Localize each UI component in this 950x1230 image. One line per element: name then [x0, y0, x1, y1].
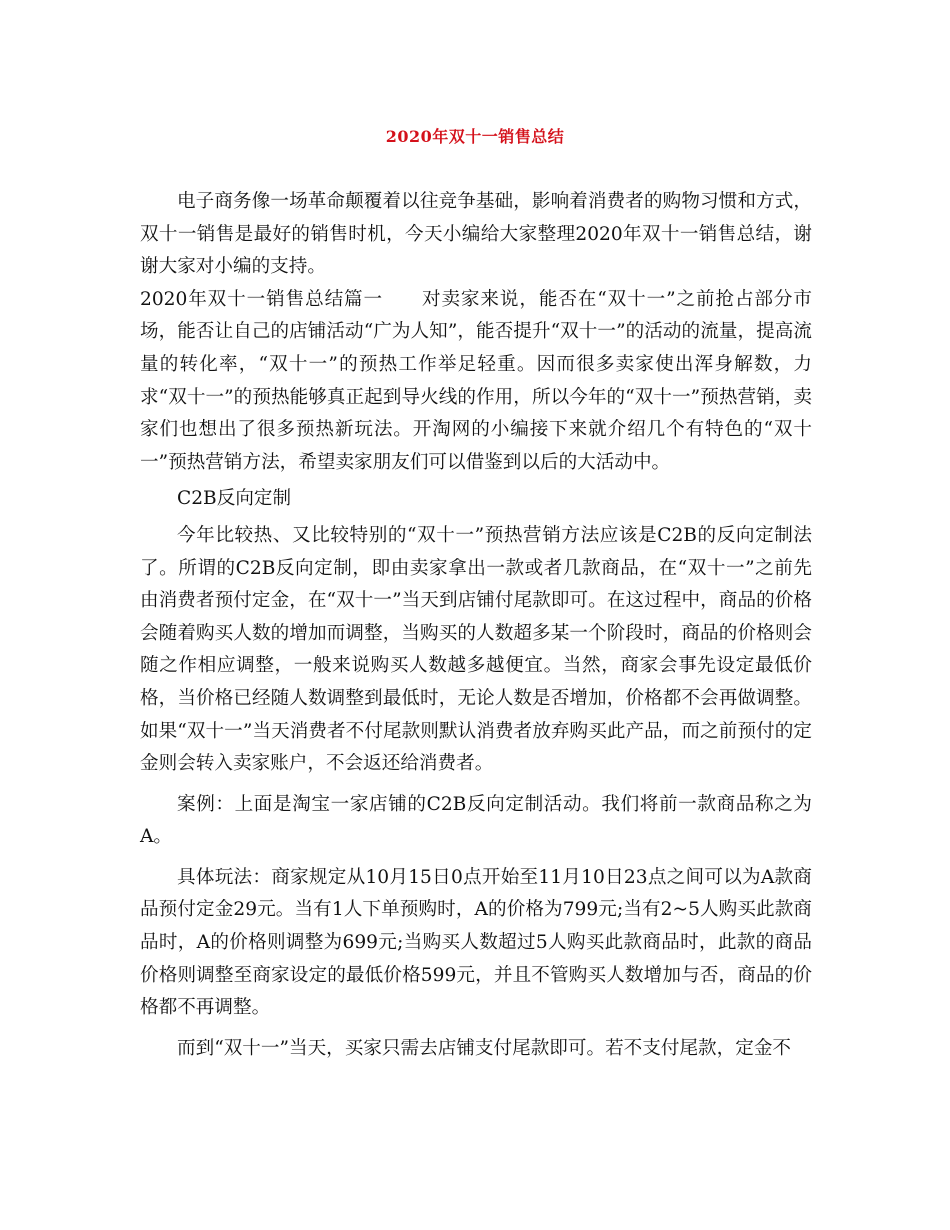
final-paragraph: 而到“双十一”当天，买家只需去店铺支付尾款即可。若不支付尾款，定金不: [177, 1037, 792, 1059]
document-body: [140, 186, 812, 1065]
c2b-description-paragraph: 今年比较热、又比较特别的“双十一”预热营销方法应该是C2B的反向定制法了。所谓的C2B反向定制，即由卖家拿出一款或者几款商品，在“双十一”之前先由消费者预付定金，在“双十一”当天到店铺付尾款即可。在这过程中，商品的价格会随着购买人数的增加而调整，当购买的人数超多某一个阶段时，商品的价格则会随之作相应调整，一般来说购买人数越多越便宜。当然，商家会事先设定最低价格，当价格已经随人数调整到最低时，无论人数是否增加，价格都不会再做调整。如果“双十一”当天消费者不付尾款则默认消费者放弃购买此产品，而之前预付的定金则会转入卖家账户，不会返还给消费者。: [140, 524, 812, 775]
case-paragraph: 案例：上面是淘宝一家店铺的C2B反向定制活动。我们将前一款商品称之为A。: [140, 793, 812, 848]
subheading-c2b: C2B反向定制: [177, 488, 292, 510]
section-one-paragraph: 2020年双十一销售总结篇一 对卖家来说，能否在“双十一”之前抢占部分市场，能否让自己的店铺活动“广为人知”，能否提升“双十一”的活动的流量，提高流量的转化率，“双十一”的预热工作举足轻重。因而很多卖家使出浑身解数，力求“双十一”的预热能够真正起到导火线的作用，所以今年的“双十一”预热营销，卖家们也想出了很多预热新玩法。开淘网的小编接下来就介绍几个有特色的“双十一”预热营销方法，希望卖家朋友们可以借鉴到以后的大活动中。: [140, 288, 812, 473]
gameplay-paragraph: 具体玩法：商家规定从10月15日0点开始至11月10日23点之间可以为A款商品预付定金29元。当有1人下单预购时，A的价格为799元;当有2~5人购买此款商品时，A的价格则调整为699元;当购买人数超过5人购买此款商品时，此款的商品价格则调整至商家设定的最低价格599元，并且不管购买人数增加与否，商品的价格都不再调整。: [140, 866, 812, 1019]
intro-paragraph: 电子商务像一场革命颠覆着以往竞争基础，影响着消费者的购物习惯和方式，双十一销售是最好的销售时机，今天小编给大家整理2020年双十一销售总结，谢谢大家对小编的支持。: [140, 191, 812, 278]
document-title: 2020年双十一销售总结: [385, 127, 565, 146]
